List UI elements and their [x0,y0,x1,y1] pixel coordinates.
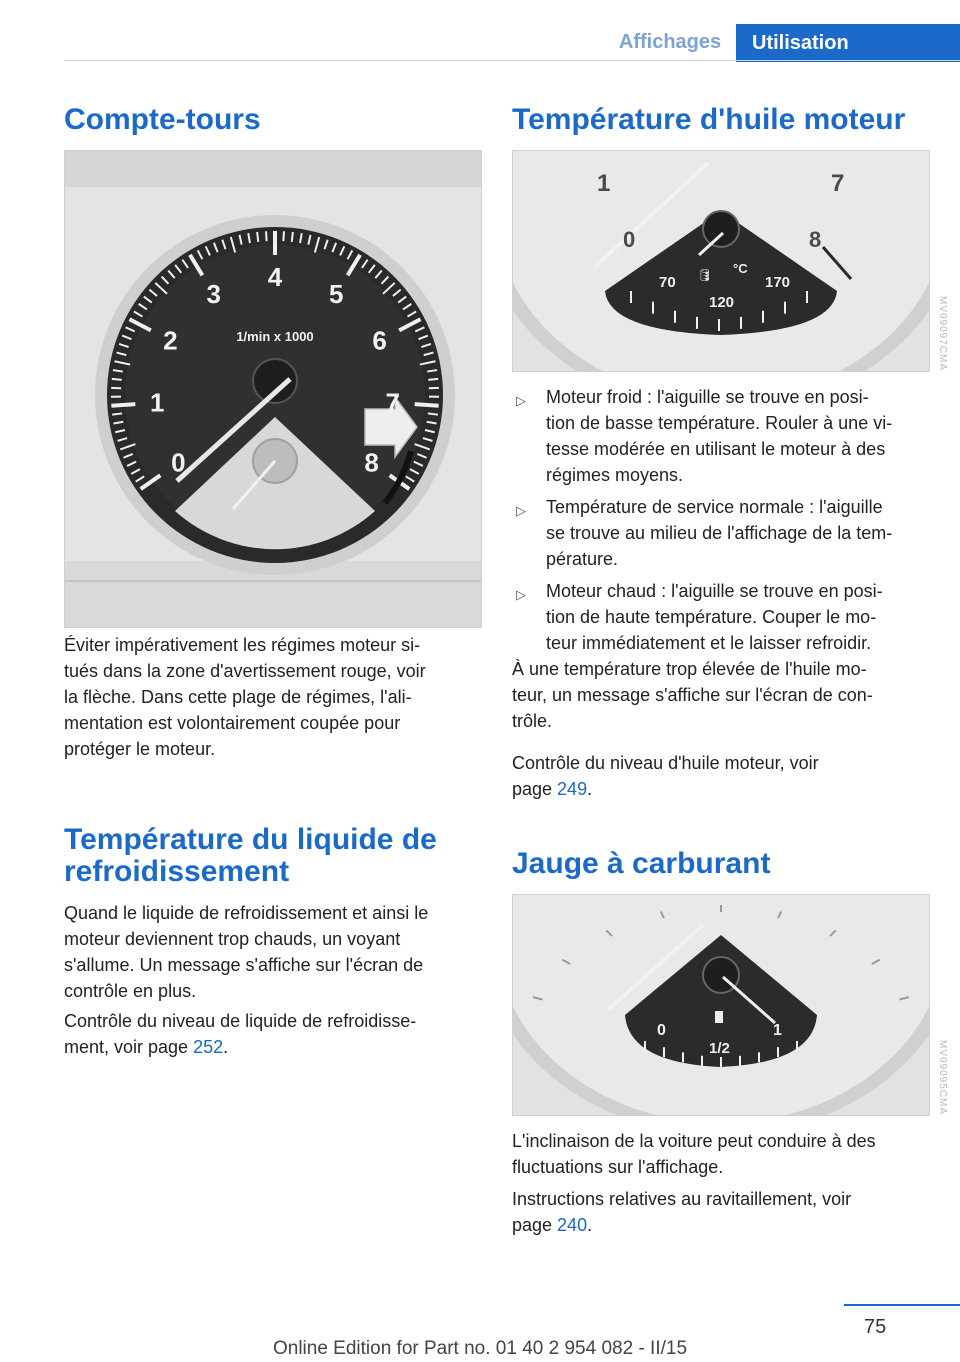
footer-rule [844,1304,960,1306]
list-item [512,384,932,488]
bullet-triangle-icon: ▷ [516,393,526,408]
tach-label: 2 [163,325,178,356]
tach-paragraph: Éviter impérativement les régimes moteur si- tués dans la zone d'avertissement rouge, voir la flèche. Dans cette plage de régimes, l'ali- mentation est volontairement coupée pour protéger le moteur. [64,635,426,759]
coolant-check-text: Contrôle du niveau de liquide de refroidisse- ment, voir page [64,1011,417,1057]
tab-affichages[interactable]: Affichages [618,30,722,53]
tachometer-figure [64,150,482,628]
oil-check-end: . [587,779,593,799]
oil-can-icon: 🛢 [697,268,713,282]
page-link-240[interactable]: 240 [557,1215,588,1235]
coolant-check-end: . [223,1037,229,1057]
fuel-gauge-label: 1/2 [709,1040,730,1057]
oil-gauge-label: 8 [809,227,822,252]
oil-gauge-label: 0 [623,227,636,252]
page-link-249[interactable]: 249 [557,779,588,799]
heading-coolant-temp: Température du liquide de refroidissement [64,823,437,888]
tach-tick [112,413,122,414]
fuel-paragraph: L'inclinaison de la voiture peut conduire à des fluctuations sur l'affichage. [512,1131,876,1177]
tach-tick [292,232,293,242]
tach-tick [266,231,267,241]
tach-unit-label: 1/min x 1000 [236,329,314,344]
oil-temp-bullet-list [512,384,932,662]
bullet-triangle-icon: ▷ [516,503,526,518]
tach-tick [257,232,258,242]
oil-check-text: Contrôle du niveau d'huile moteur, voir page [512,753,819,799]
oil-check-paragraph [512,750,932,802]
fuel-gauge-label: 1 [773,1022,782,1039]
oil-gauge-label: 1 [597,170,611,197]
fuel-pump-icon [715,1011,723,1023]
oil-gauge-label: 70 [659,274,676,291]
page-number: 75 [864,1316,887,1338]
fuel-gauge-figure [512,894,930,1116]
tach-label: 7 [385,387,400,418]
header-rule [64,60,960,61]
bullet-triangle-icon: ▷ [516,587,526,602]
list-item [512,494,932,572]
coolant-check-paragraph [64,1008,484,1060]
list-item [512,578,932,656]
watermark-oil: MV09097CMA [937,296,948,372]
footer-edition: Online Edition for Part no. 01 40 2 954 082 - II/15 [272,1338,688,1359]
oil-gauge-label: °C [733,261,748,276]
tach-tick [111,404,135,406]
oil-gauge-label: 170 [765,274,791,291]
tach-tick [428,379,438,380]
page-link-252[interactable]: 252 [193,1037,224,1057]
heading-oil-temp: Température d'huile moteur [512,103,906,136]
refuel-paragraph [512,1186,932,1238]
refuel-text: Instructions relatives au ravitaillement, voir page [512,1189,852,1235]
oil-gauge-label: 120 [709,294,735,311]
refuel-end: . [587,1215,593,1235]
tach-label: 6 [372,325,387,356]
tach-label: 1 [150,387,165,418]
tach-tick [415,404,439,406]
tach-label: 8 [364,447,379,478]
tach-tick [428,413,438,414]
oil-overheat-paragraph: À une température trop élevée de l'huile mo- teur, un message s'affiche sur l'écran de con- trôle. [512,659,873,731]
bullet-text: Température de service normale : l'aiguille se trouve au milieu de l'affichage de la tem- pérature. [546,497,893,569]
tab-utilisation[interactable]: Utilisation [736,24,960,62]
tach-tick [112,379,122,380]
tach-label: 5 [328,279,344,310]
bullet-text: Moteur froid : l'aiguille se trouve en posi- tion de basse température. Rouler à une vi- tesse modérée en utilisant le moteur à des régimes moyens. [546,387,893,485]
heading-fuel-gauge: Jauge à carburant [512,847,771,880]
tach-label: 0 [171,447,186,478]
oil-temp-figure [512,150,930,372]
bullet-text: Moteur chaud : l'aiguille se trouve en posi- tion de haute température. Couper le mo- teur immédiatement et le laisser refroidir. [546,581,883,653]
heading-compte-tours: Compte-tours [64,103,261,136]
tach-tick [283,231,284,241]
tach-label: 3 [206,279,222,310]
coolant-paragraph: Quand le liquide de refroidissement et ainsi le moteur deviennent trop chauds, un voyant s'allume. Un message s'affiche sur l'écran de contrôle en plus. [64,903,429,1001]
oil-gauge-label: 7 [831,170,845,197]
watermark-fuel: MV09095CMA [937,1040,948,1116]
fuel-gauge-label: 0 [657,1022,666,1039]
tach-label: 4 [267,262,283,292]
